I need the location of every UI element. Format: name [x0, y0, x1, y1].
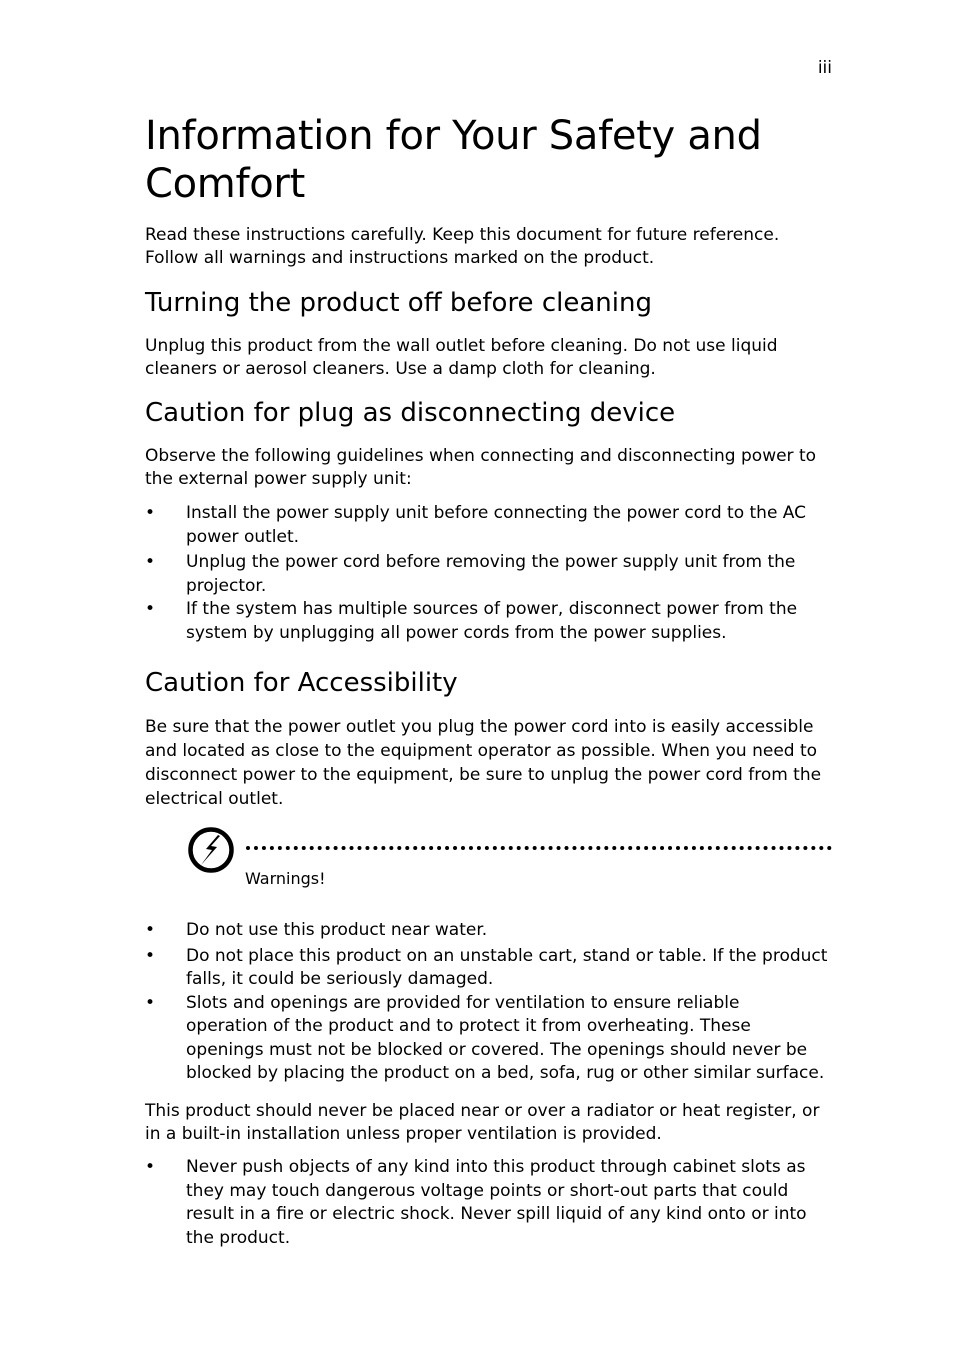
text-line: Do not use this product near water. [186, 920, 488, 940]
list-item [145, 919, 835, 943]
text-line: result in a fire or electric shock. Never spill liquid of any kind onto or into [186, 1204, 807, 1224]
warnings-label: Warnings! [245, 869, 326, 888]
text-line: Never push objects of any kind into this product through cabinet slots as [186, 1157, 806, 1177]
text-line: disconnect power to the equipment, be sure to unplug the power cord from the [145, 765, 822, 785]
list-item [145, 502, 835, 549]
final-bullet-list [145, 1156, 835, 1250]
text-line: they may touch dangerous voltage points or short-out parts that could [186, 1180, 789, 1201]
text-line: Slots and openings are provided for ventilation to ensure reliable [186, 992, 740, 1013]
text-line: openings must not be blocked or covered. The openings should never be [186, 1039, 808, 1060]
text-line: and located as close to the equipment operator as possible. When you need to [145, 741, 818, 761]
bullet-marker: • [145, 503, 156, 523]
page-number: iii [817, 58, 832, 78]
bullet-marker: • [145, 599, 156, 619]
text-line: power outlet. [186, 526, 300, 547]
list-item [145, 992, 835, 1086]
list-item [145, 598, 835, 645]
text-line: in a built-in installation unless proper ventilation is provided. [145, 1124, 662, 1144]
lightning-warning-icon [187, 826, 235, 874]
text-line: Install the power supply unit before connecting the power cord to the AC [186, 503, 807, 523]
warning-bullet-list [145, 919, 835, 1086]
plug-bullet-list [145, 502, 835, 645]
plug-paragraph [145, 445, 845, 491]
text-line: electrical outlet. [145, 789, 284, 809]
cleaning-paragraph [145, 335, 845, 381]
text-line: Observe the following guidelines when connecting and disconnecting power to [145, 446, 817, 466]
accessibility-paragraph [145, 715, 845, 811]
text-line: If the system has multiple sources of power, disconnect power from the [186, 599, 798, 619]
text-line: Follow all warnings and instructions marked on the product. [145, 248, 655, 268]
intro-paragraph [145, 224, 845, 270]
bullet-marker: • [145, 552, 156, 572]
heading-plug: Caution for plug as disconnecting device [145, 398, 676, 428]
text-line: Unplug this product from the wall outlet before cleaning. Do not use liquid [145, 336, 778, 356]
page-title: Information for Your Safety and Comfort [145, 113, 762, 207]
text-line: Be sure that the power outlet you plug the power cord into is easily accessible [145, 717, 814, 737]
list-item [145, 1156, 835, 1250]
bullet-marker: • [145, 945, 156, 966]
text-line: system by unplugging all power cords from the power supplies. [186, 622, 727, 643]
bullet-marker: • [145, 992, 156, 1013]
text-line: blocked by placing the product on a bed, sofa, rug or other similar surface. [186, 1063, 825, 1083]
text-line: Read these instructions carefully. Keep this document for future reference. [145, 225, 780, 245]
list-item [145, 551, 835, 598]
dotted-rule [246, 846, 832, 850]
text-line: projector. [186, 575, 267, 596]
list-item [145, 945, 835, 992]
text-line: Unplug the power cord before removing the power supply unit from the [186, 552, 796, 572]
heading-accessibility: Caution for Accessibility [145, 668, 458, 698]
text-line: This product should never be placed near or over a radiator or heat register, or [145, 1101, 820, 1121]
text-line: operation of the product and to protect it from overheating. These [186, 1016, 751, 1036]
text-line: the external power supply unit: [145, 469, 412, 489]
text-line: cleaners or aerosol cleaners. Use a damp cloth for cleaning. [145, 359, 656, 379]
text-line: Do not place this product on an unstable cart, stand or table. If the product [186, 945, 828, 966]
heading-cleaning: Turning the product off before cleaning [145, 288, 652, 318]
bullet-marker: • [145, 1157, 156, 1177]
text-line: falls, it could be seriously damaged. [186, 969, 494, 989]
bullet-marker: • [145, 920, 156, 940]
radiator-paragraph [145, 1100, 845, 1146]
text-line: the product. [186, 1227, 291, 1248]
